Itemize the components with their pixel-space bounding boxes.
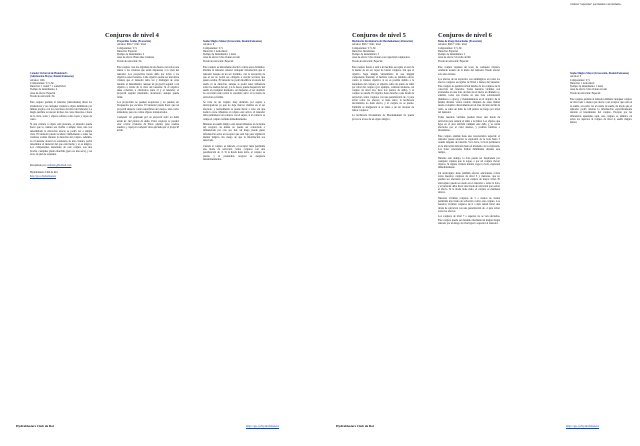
stat-line: Tiempo de lanzamiento: 4 xyxy=(117,53,145,57)
paragraph: Cuando el conjuro es lanzado, el receptor tiene permitida una tirada de salvación contra conjuros con una penalización de -5. Si la tirada tiene éxito, el conjuro se pierde, y el pretendido receptor se despierta instantáneamente. xyxy=(203,144,265,161)
stat-line: Área de efecto: Un radio de 6m xyxy=(438,56,471,60)
stat-line: Duración: 1 turno/nivel xyxy=(570,81,595,85)
right-col-3 xyxy=(570,72,632,126)
club-name: Hydrablasters Club de Rol xyxy=(30,171,58,175)
spell-title: Hechicería Involuntaria de Mordenkainen (Alteración) xyxy=(352,40,413,43)
stat-line: Componentes: V, S xyxy=(203,46,223,50)
stat-line: Duración: Especial xyxy=(438,49,458,53)
stat-line: Alcance: 10m xyxy=(30,78,45,82)
page-title-left: Conjuros de nivel 4 xyxy=(105,32,159,39)
stat-line: Duración: 1 turno/nivel xyxy=(203,49,228,53)
footer-club: Hydrablasters Club de Rol xyxy=(336,424,374,428)
stat-line: Duración: Especial xyxy=(117,49,137,53)
stat-line: Área de efecto: Una criatura tocada xyxy=(203,56,240,60)
paragraph: Los proyectiles no pueden esquivarse y no pueden ser bloqueados por escudos. El lanzador puede hacer que un proyectil impacte contra superficies del cuerpo, tales como armaduras, pero no contra objetos transportados. xyxy=(117,101,179,114)
stat-line: Tirada de salvación: Especial xyxy=(352,59,383,63)
stat-line: Área de efecto: Hasta diez criaturas xyxy=(117,56,154,60)
paragraph: Este conjuro requiere un trozo de cualquier criatura, orientado usando de la mano del lanzador. Puede afectar solo una criatura. xyxy=(438,66,500,76)
spell-stats xyxy=(352,43,414,63)
stat-line: Componentes: V, S, M xyxy=(30,81,54,85)
paragraph: Nuestras víctimas conjuros de 5 o menos no tienen permitida una tirada de salvación contra este conjuro. Los nuestros víctimas conjuros de 6 o más deben hacer una tirada de salvación con una penalización de -2 para evitar todos los efectos. xyxy=(438,196,500,213)
stat-line: Tirada de salvación: No xyxy=(117,59,142,63)
footer-club: Hydrablasters Club de Rol xyxy=(16,424,54,428)
spell-title: Bolas de Fuego Retardadas (Evocación) xyxy=(438,40,482,43)
stat-line: Tirada de salvación: Especial xyxy=(203,59,234,63)
club-url-link[interactable]: http://go.to/hydrablasters xyxy=(30,174,57,178)
paragraph: Todas nuestras víctimas pueden hacer una tirada de salvación para reducir el daño a la mitad. Los objetos que haya en el área sufrirán también este daño y se verán afectados por el calor intenso, y podrían fundirse o incendiarse. xyxy=(438,116,500,133)
credit-label: Recopilado por: xyxy=(30,164,47,168)
stat-line: Componentes: V, S, M xyxy=(352,46,376,50)
stat-line: Alcance: 60m + 10m / nivel xyxy=(438,43,468,47)
paragraph: Este conjuro fuerza a salir a un hechizo escogido al azar de la mente de un ser capaz de lanzar conjuros. Sin que el objetivo haga ningún lanzamiento ni use ningún componente material, el hechizo toma su máximo efecto contra la criatura objetivo: si no es posible debido a la naturaleza del conjuro, el objetivo sufre un punto de daño por nivel del conjuro (por ejemplo, combate moderno, un conjuro de nivel dos, hace dos puntos de daño), y el conjuro se pierde. El objetivo tiene derecho a una tirada de salvación contra conjuros con una penalización de -5 para evitar todos los efectos; si tiene éxito, la hechicería involuntaria no tiene efecto, y el conjuro no se pierde. También se malgastará si se lanza a un ser incapaz de lanzar conjuros. xyxy=(352,66,414,112)
stat-line: Área de efecto: Una criatura con capacidad conjuradora xyxy=(352,56,410,60)
paragraph: Se trata de un conjuro muy utilizado por espías e interrogadores ya que no deja marcas visibles en el ser afectado, y normalmente se puede llevar a cabo sin que nadie lo note. Mientras el conjuro esté activo, el lanzador debe permanecer en contacto con el sujeto; si el contacto se rompe el conjuro termina inmediatamente. xyxy=(203,101,265,121)
footer-url-link[interactable]: http://go.to/hydrablasters xyxy=(566,424,600,428)
credit-email-link[interactable]: enfermo@hotmail.com xyxy=(47,164,72,168)
paragraph: Este conjuro permite al lanzador eliminar cualquier conjuro de nivel seis o menor que afecte a un receptor que está en su sueño, así como ver el estado de sueño, de modo que el lanzador podrá obtener la información especificamente durante el lanzamiento del conjuro. Excepto por las diferencias apuntadas aquí, este conjuro es idéntico en todos los aspectos al conjuro de nivel 4, sueño mágico menor. xyxy=(570,98,632,125)
spell-title: Proyectiles Ácidos (Evocación) xyxy=(117,40,151,43)
paragraph: Este conjuro es únicamente efectivo contra seres dormidos. Permite al lanzador obtener cualquier información que el lanzador busque de un ser dormido, con la excepción de que el ser no podrá ser obligado a revelar secretos que quiera ocultar. El lanzador no podrá modificar el estado del sueño ni su duración, aunque sí podrá tener influencia sobre los sueños del ser, y si lo desea, puede despertarlo del sueño en cualquier momento. Al despertar, el ser dormido no recordará nada sobre lo sucedido salvo si la tirada de salvación es fallida. xyxy=(203,66,265,99)
right-col-2 xyxy=(438,40,500,227)
right-col-1 xyxy=(352,40,414,123)
page-title-nivel-5: Conjuros de nivel 5 xyxy=(352,32,406,39)
spell-stats xyxy=(30,79,92,99)
stat-line: Componentes: V, S xyxy=(117,46,137,50)
spell-stats xyxy=(203,43,265,63)
stat-line: Tirada de salvación: Especial xyxy=(570,91,601,95)
paragraph: Este conjuro crea dos lágrimas de una fuerza corrosiva para lanzar a las criaturas que están dispuestas a la vista del lanzador. Los proyectiles hacen daño por ácido a los objetivos seleccionados. Cada objetivo puede ser una única criatura que el lanzador debe ver y distinguir de otras durante el lanzamiento; aunque un proyectil seguirá a un objetivo a través de la vista del lanzador. Si el objetivo tiene cobertura u obstáculos entre él y el lanzador, el proyectil seguirá intentando alcanzarlo, aunque puede fallar. xyxy=(117,66,179,99)
stat-line: Duración: 1 round + 1 round/nivel xyxy=(30,85,66,89)
footer-url-link[interactable]: http://go.to/hydrablasters xyxy=(246,424,280,428)
stat-line: Alcance: 60m + 10m / nivel xyxy=(117,43,147,47)
paragraph: Cualquier ser golpeado por un proyectil sufre un daño ácido de 1d4 puntos de daño. Estos conjuros se pueden usar contra criaturas de Estos objetos (una cadena madera, y ropa) en cualquier área afectada por el proyectil ácido. xyxy=(117,116,179,133)
stat-line: Alcance: 60m + 10m / nivel xyxy=(352,43,382,47)
page-title-nivel-6: Conjuros de nivel 6 xyxy=(438,32,492,39)
paragraph: La hechicería involuntaria de Mordenkainen no puede provocar el uso de un objeto mágico. xyxy=(352,114,414,121)
right-page xyxy=(320,0,640,446)
spell-head xyxy=(30,72,92,79)
stat-line: Componentes: V, S xyxy=(570,78,590,82)
stat-line: Área de efecto: Una criatura tocada xyxy=(570,88,607,92)
stat-line: Alcance: 0 xyxy=(203,43,215,47)
spell-stats xyxy=(570,75,632,95)
left-col-2 xyxy=(117,40,179,135)
spell-title: Cetador Universal de Hunderad's xyxy=(30,72,68,75)
spell-title: Sueño Mágico Menor (Invocación, Ilusión/Fantasma) xyxy=(203,40,262,43)
stat-line: Tiempo de lanzamiento: 5 xyxy=(352,53,380,57)
paragraph: Los efectos de un explosivo son antimágicos en todos los efectos conjuros escogidos de Nivel o menos del lanzador. Este conjuro no permite incluir mucho de los conjuros de la colección del lanzador. Todas nuestras víctimas son alcanzadas en una bola de más de un metro en diámetro y, además, todas son tiradas en una bola sobrenatural (luminosa o opaca), y manteniéndose en el objetivo de la misma durante varios rounds. Después de estas llamas desde el objetivo directamente en un área circular de 6m de radio, se sufre un daño de 1d6 puntos de fuego por nivel del lanzador. xyxy=(438,77,500,114)
paragraph: Este conjuro permite al lanzador (únicamente) mirar los alrededores y ver cualquier criatura u objeto delimitado por límites propios con los caracteres del nivel del lanzador. La magia permite reconocer incluso las cosas ilusorias o fuera de la vista, solas y objetos sólidos como ropas y capas de cuero. xyxy=(30,101,92,121)
left-col-3 xyxy=(203,40,265,163)
paragraph: Mientras un sueño mágico está desarrollándose en la mente del receptor, su mente no puede ser contactada o influenciada por otro ser. Así, un mago puede ganar información sobre un receptor que está bajo una vigilancia mental mágica, sin riesgo de que la información sea detectada. xyxy=(203,122,265,143)
paragraph: Los conjuros de nivel 7 o superior no se ven afectados. Este conjuro puede ser detenido mediante un disipar magia lanzado por un mago de nivel igual o superior al lanzador. xyxy=(438,215,500,225)
stat-line: Alcance: 0 xyxy=(570,75,582,79)
left-col-1 xyxy=(30,72,92,178)
paragraph: Un anticonjuro tiene también efectos adicionales contra todos nuestros conjuros de nivel 5 y menores, que no pueden ser afectados por un conjuro de mayor nivel. El anticonjuro puede ser usado en el lanzador o sobre la bola, y el lanzador debe hacer una tirada de salvación para evitar el efecto. Si la tirada tiene éxito, el conjuro se mantiene intacto. xyxy=(438,171,500,195)
stat-line: Duración: Instantáneo xyxy=(352,49,375,53)
spell-title: Sueño Mágico Mayor (Invocación, Ilusión/Fantasma) xyxy=(570,72,629,75)
stat-line: Tirada de salvación: No xyxy=(30,95,55,99)
stat-line: Tiempo de lanzamiento: 1 turno xyxy=(203,53,237,57)
spell-stats xyxy=(438,43,500,63)
stat-line: Tiempo de lanzamiento: 1 turno xyxy=(570,85,604,89)
stat-line: Área de efecto: Especial xyxy=(30,91,56,95)
stat-line: Componentes: V, S, M xyxy=(438,46,462,50)
paragraph: Si una criatura u objeto está presente, el lanzador puede hacer que la criatura sea visible a simple vista; una vez determinada la ubicación exacta se podrá ver a simple vista. El lanzador puede localizar visiblemente a todas las criaturas ocultas durante la duración del conjuro. Además, si el lanzador observa la existencia de una criatura, podrá determinar el material del que está hecha y si es mágica. Los componentes materiales de este conjuro son una brocha, cualquier planta marchita (pero no una seca), y un trozo de piel de serpiente. xyxy=(30,123,92,156)
paragraph: Este conjuro además tiene una característica especial: el lanzador puede retardar la explosión de la bola hasta 5 rounds después de lanzarla. Si lo hace, la bola permanece en la ubicación indicada hasta el momento de la explosión. Las bolas retardadas brillan débilmente durante este tiempo. xyxy=(438,134,500,155)
spell-stats xyxy=(117,43,179,63)
carryover-note: criaturas "especiales" que intenten a un elemento. xyxy=(570,3,622,6)
stat-line: Tiempo de lanzamiento: 4 xyxy=(30,88,58,92)
stat-line: Tirada de salvación: Especial xyxy=(438,59,469,63)
spell-school: (Adivinación Mayor, Ilusión/Fantasma) xyxy=(30,75,74,79)
paragraph: Durante este tiempo, la bola puede ser desplazada por cualquier criatura que la toque, o por un conjuro mover objetos. Si alguna criatura intenta coger la bola, explotará inmediatamente. xyxy=(438,156,500,170)
stat-line: Tiempo de lanzamiento: 5 xyxy=(438,53,466,57)
